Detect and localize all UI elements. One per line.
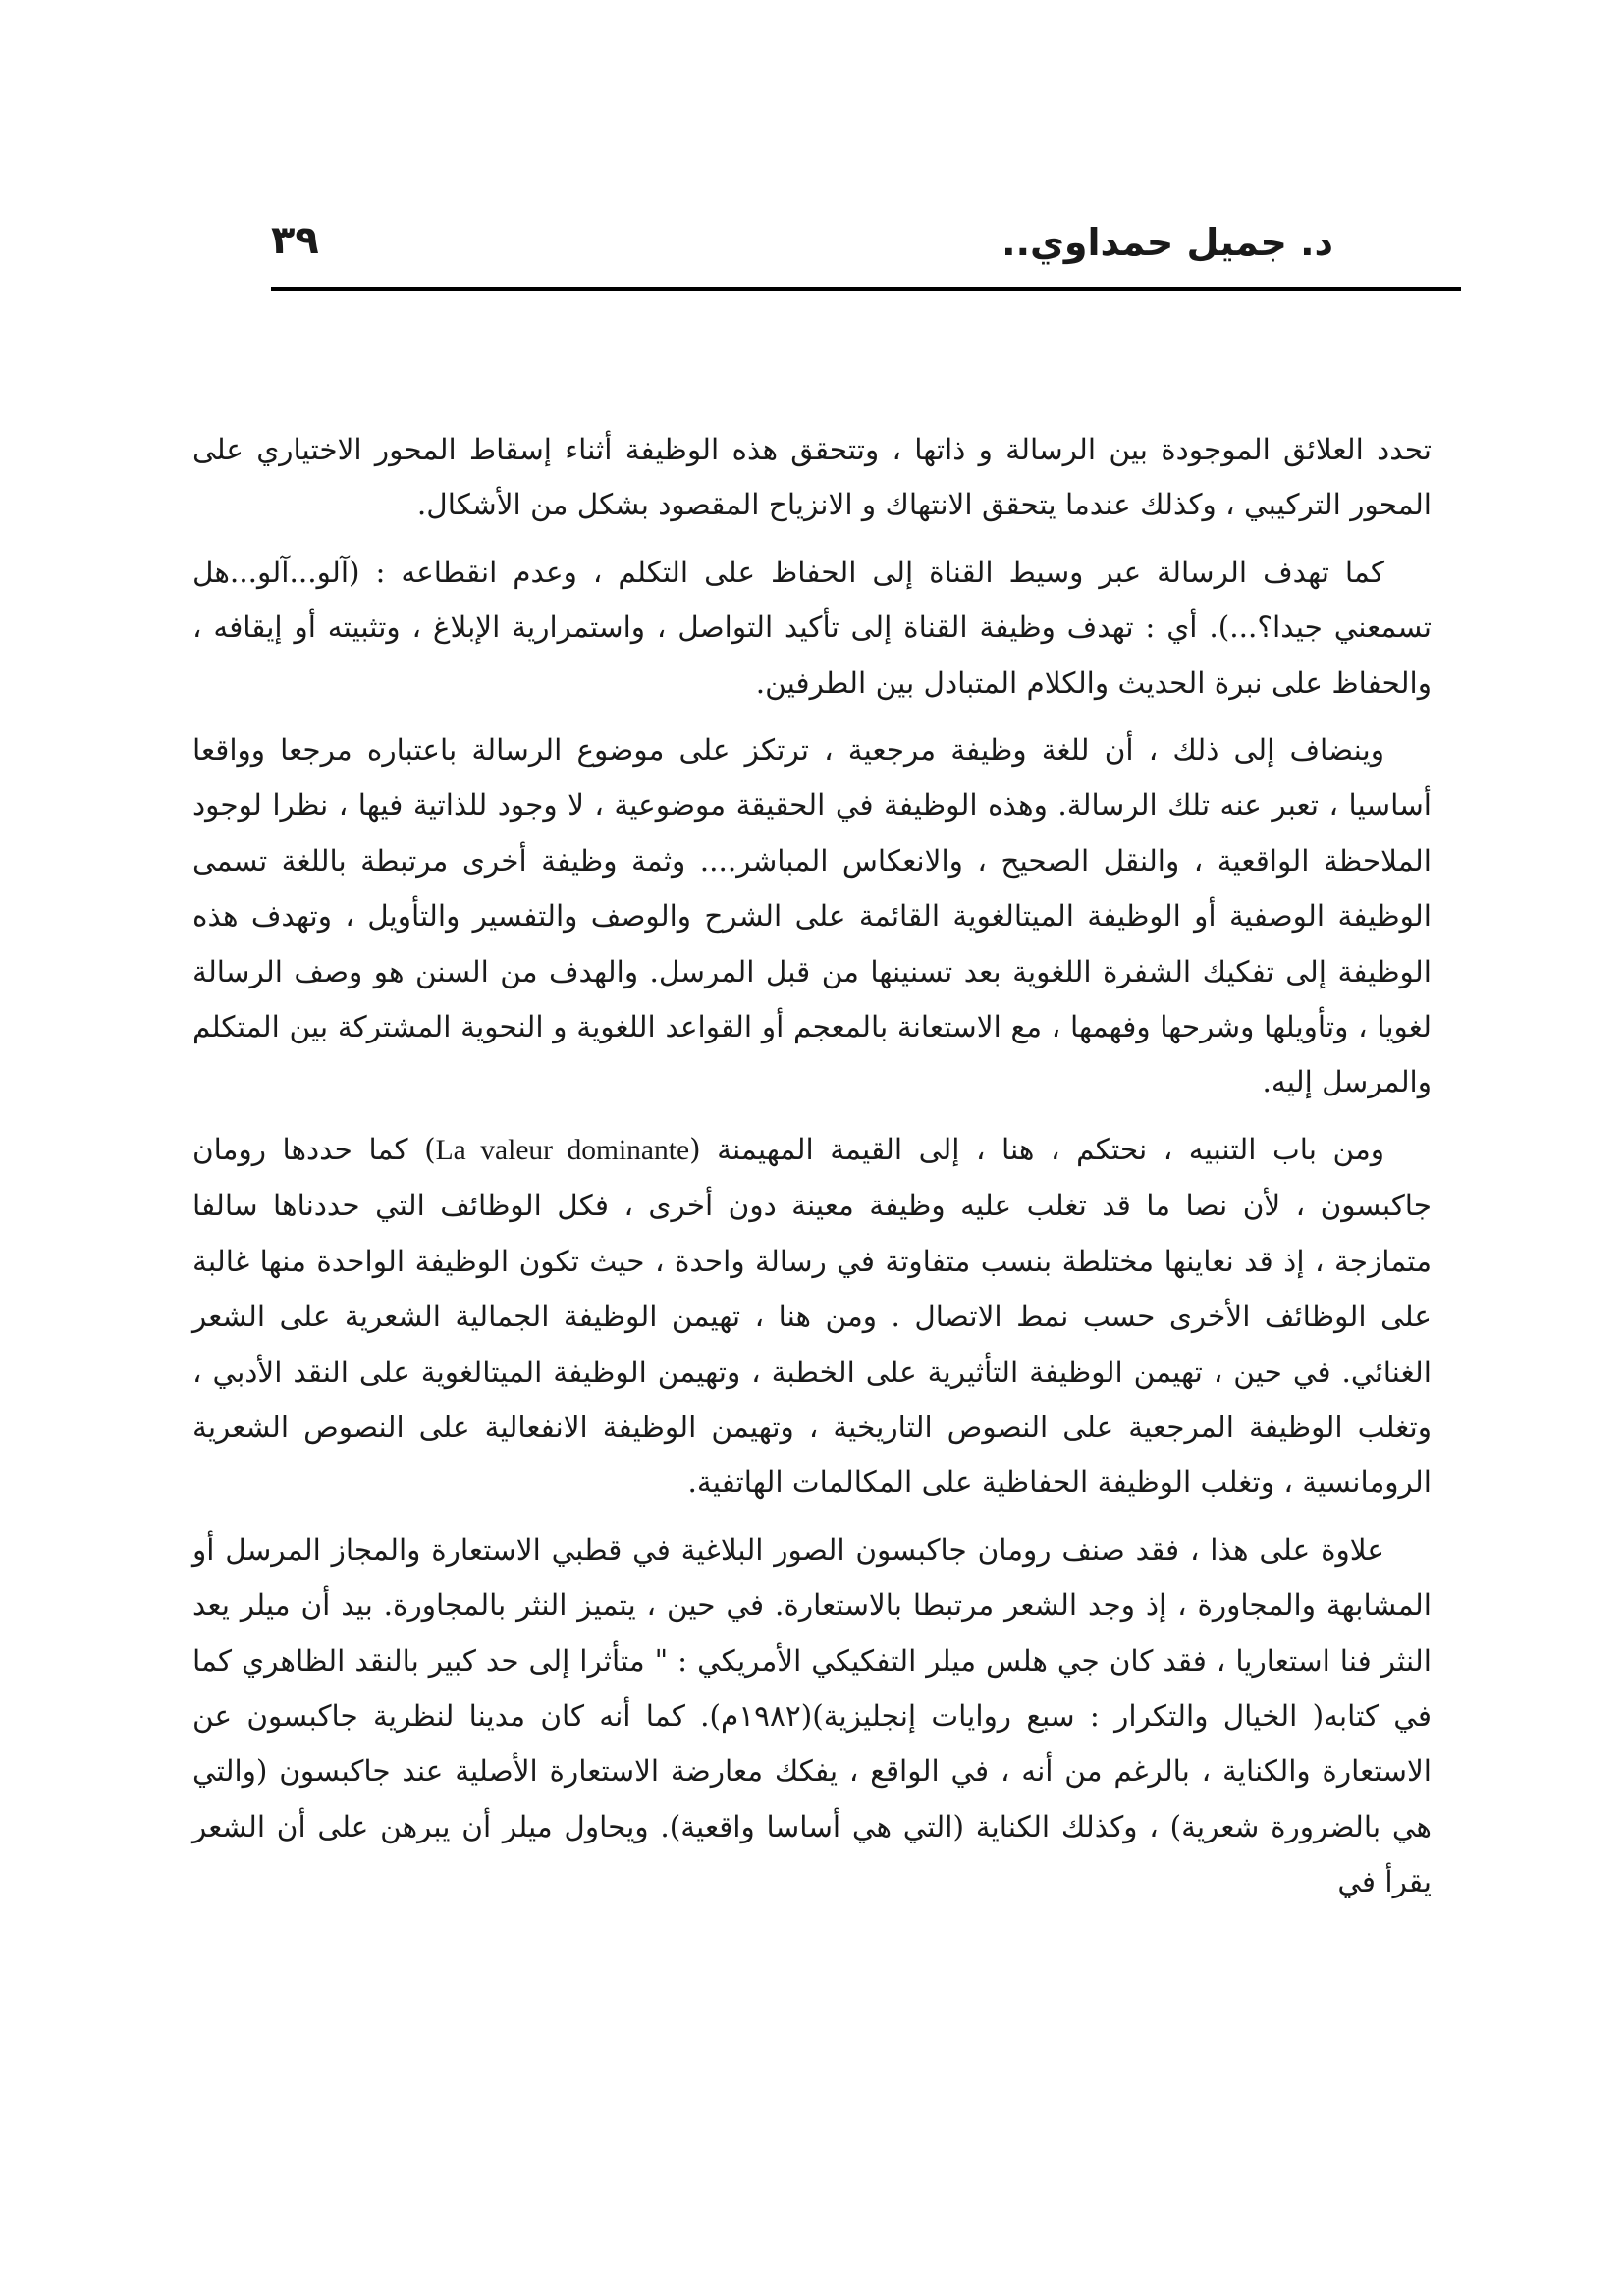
paragraph-4	[192, 1122, 1432, 1511]
paragraph-2: كما تهدف الرسالة عبر وسيط القناة إلى الحفاظ على التكلم ، وعدم انقطاعه : (آلو...آلو...هل تسمعني جيدا؟...). أي : تهدف وظيفة القناة إلى تأكيد التواصل ، واستمرارية الإبلاغ ، وتثبيته أو إيقافه ، والحفاظ على نبرة الحديث والكلام المتبادل بين الطرفين.	[192, 555, 1432, 700]
paragraph-3: وينضاف إلى ذلك ، أن للغة وظيفة مرجعية ، ترتكز على موضوع الرسالة باعتباره مرجعا وواقعا أساسيا ، تعبر عنه تلك الرسالة. وهذه الوظيفة في الحقيقة موضوعية ، لا وجود للذاتية فيها ، نظرا لوجود الملاحظة الواقعية ، والنقل الصحيح ، والانعكاس المباشر.... وثمة وظيفة أخرى مرتبطة باللغة تسمى الوظيفة الوصفية أو الوظيفة الميتالغوية القائمة على الشرح والوصف والتفسير والتأويل ، وتهدف هذه الوظيفة إلى تفكيك الشفرة اللغوية بعد تسنينها من قبل المرسل. والهدف من السنن هو وصف الرسالة لغويا ، وتأويلها وشرحها وفهمها ، مع الاستعانة بالمعجم أو القواعد اللغوية و النحوية المشتركة بين المتكلم والمرسل إليه.	[192, 733, 1433, 1099]
paragraph-1: تحدد العلائق الموجودة بين الرسالة و ذاتها ، وتتحقق هذه الوظيفة أثناء إسقاط المحور الاختياري على المحور التركيبي ، وكذلك عندما يتحقق الانتهاك و الانزياح المقصود بشكل من الأشكال.	[192, 433, 1432, 522]
page-number: ٣٩	[271, 218, 319, 263]
header-author: د. جميل حمداوي..	[1001, 221, 1333, 264]
paragraph-4-part-1: ومن باب التنبيه ، نحتكم ، هنا ، إلى القيمة المهيمنة (	[689, 1132, 1384, 1166]
paragraph-5: علاوة على هذا ، فقد صنف رومان جاكبسون الصور البلاغية في قطبي الاستعارة والمجاز المرسل أو المشابهة والمجاورة ، إذ وجد الشعر مرتبطا بالاستعارة. في حين ، يتميز النثر بالمجاورة. بيد أن ميلر يعد النثر فنا استعاريا ، فقد كان جي هلس ميلر التفكيكي الأمريكي : " متأثرا إلى حد كبير بالنقد الظاهري كما في كتابه( الخيال والتكرار : سبع روايات إنجليزية)(١٩٨٢م). كما أنه كان مدينا لنظرية جاكبسون عن الاستعارة والكناية ، بالرغم من أنه ، في الواقع ، يفكك معارضة الاستعارة الأصلية عند جاكبسون (والتي هي بالضرورة شعرية) ، وكذلك الكناية (التي هي أساسا واقعية). ويحاول ميلر أن يبرهن على أن الشعر يقرأ في	[192, 1532, 1432, 1899]
paragraph-4-part-2: ) كما حددها رومان جاكبسون ، لأن نصا ما قد تغلب عليه وظيفة معينة دون أخرى ، فكل الوظائف التي حددناها سالفا متمازجة ، إذ قد نعاينها مختلطة بنسب متفاوتة في رسالة واحدة ، حيث تكون الوظيفة الواحدة منها غالبة على الوظائف الأخرى حسب نمط الاتصال . ومن هنا ، تهيمن الوظيفة الجمالية الشعرية على الشعر الغنائي. في حين ، تهيمن الوظيفة التأثيرية على الخطبة ، وتهيمن الوظيفة الميتالغوية على النقد الأدبي ، وتغلب الوظيفة المرجعية على النصوص التاريخية ، وتهيمن الوظيفة الانفعالية على النصوص الشعرية الرومانسية ، وتغلب الوظيفة الحفاظية على المكالمات الهاتفية.	[192, 1132, 1432, 1500]
body-text	[192, 422, 1432, 1922]
header-divider	[271, 287, 1461, 291]
running-header	[271, 206, 1461, 285]
french-term: La valeur dominante	[435, 1134, 690, 1166]
